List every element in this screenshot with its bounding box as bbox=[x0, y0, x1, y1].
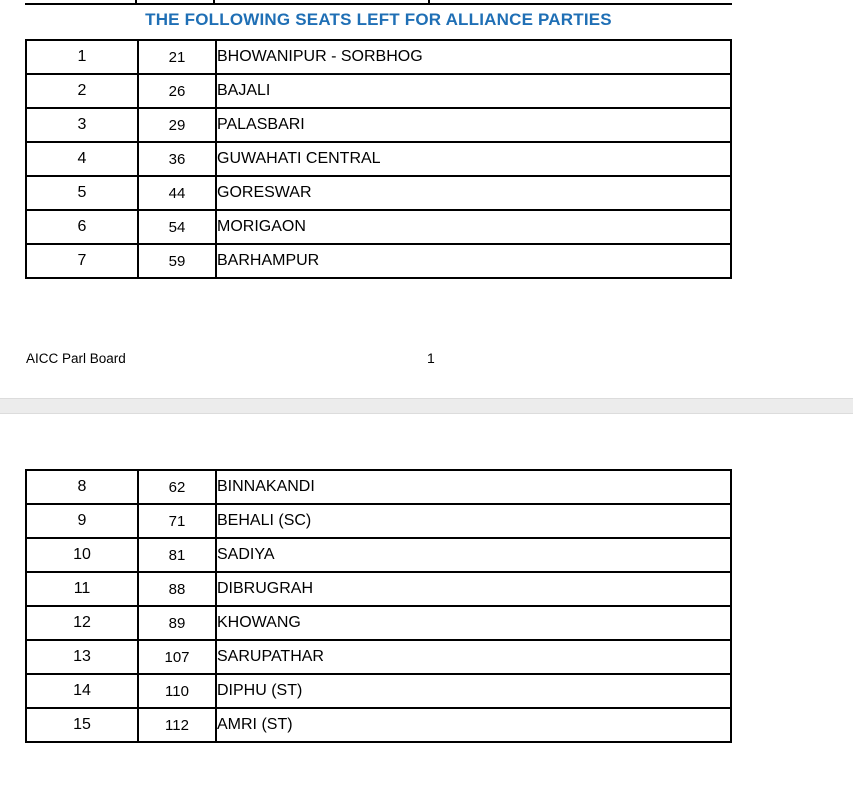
table-row bbox=[26, 40, 731, 74]
section-heading: THE FOLLOWING SEATS LEFT FOR ALLIANCE PARTIES bbox=[145, 10, 612, 29]
constituency-name-cell: BAJALI bbox=[216, 74, 731, 108]
constituency-name-cell: BEHALI (SC) bbox=[216, 504, 731, 538]
serial-number-cell: 7 bbox=[26, 244, 138, 278]
table-row bbox=[26, 74, 731, 108]
constituency-name-cell: KHOWANG bbox=[216, 606, 731, 640]
constituency-number-cell: 26 bbox=[138, 74, 216, 108]
constituency-number-cell: 81 bbox=[138, 538, 216, 572]
constituency-number-cell: 21 bbox=[138, 40, 216, 74]
constituency-name-cell: GUWAHATI CENTRAL bbox=[216, 142, 731, 176]
constituency-name-cell: GORESWAR bbox=[216, 176, 731, 210]
table-body bbox=[26, 470, 731, 742]
serial-number-cell: 6 bbox=[26, 210, 138, 244]
previous-table-bottom-edge bbox=[25, 0, 732, 5]
constituency-name-cell: AMRI (ST) bbox=[216, 708, 731, 742]
constituency-number-cell: 54 bbox=[138, 210, 216, 244]
footer-board-name: AICC Parl Board bbox=[26, 351, 126, 366]
constituency-name-cell: SADIYA bbox=[216, 538, 731, 572]
serial-number-cell: 5 bbox=[26, 176, 138, 210]
table-row bbox=[26, 176, 731, 210]
page-separator bbox=[0, 398, 853, 414]
serial-number-cell: 1 bbox=[26, 40, 138, 74]
serial-number-cell: 4 bbox=[26, 142, 138, 176]
table-row bbox=[26, 210, 731, 244]
constituency-name-cell: DIPHU (ST) bbox=[216, 674, 731, 708]
constituency-number-cell: 107 bbox=[138, 640, 216, 674]
alliance-seats-table-page-1 bbox=[25, 39, 732, 279]
serial-number-cell: 13 bbox=[26, 640, 138, 674]
document-page-2 bbox=[0, 414, 853, 804]
table-row bbox=[26, 606, 731, 640]
table-column-divider bbox=[428, 0, 430, 3]
serial-number-cell: 10 bbox=[26, 538, 138, 572]
table-row bbox=[26, 244, 731, 278]
serial-number-cell: 12 bbox=[26, 606, 138, 640]
constituency-number-cell: 44 bbox=[138, 176, 216, 210]
constituency-number-cell: 62 bbox=[138, 470, 216, 504]
table-body bbox=[26, 40, 731, 278]
serial-number-cell: 9 bbox=[26, 504, 138, 538]
constituency-number-cell: 59 bbox=[138, 244, 216, 278]
constituency-name-cell: BARHAMPUR bbox=[216, 244, 731, 278]
constituency-name-cell: PALASBARI bbox=[216, 108, 731, 142]
footer-page-number: 1 bbox=[427, 350, 435, 366]
constituency-number-cell: 36 bbox=[138, 142, 216, 176]
document-page-1 bbox=[0, 0, 853, 398]
serial-number-cell: 3 bbox=[26, 108, 138, 142]
alliance-seats-table-page-2 bbox=[25, 469, 732, 743]
constituency-number-cell: 88 bbox=[138, 572, 216, 606]
constituency-number-cell: 29 bbox=[138, 108, 216, 142]
constituency-number-cell: 71 bbox=[138, 504, 216, 538]
serial-number-cell: 8 bbox=[26, 470, 138, 504]
table-row bbox=[26, 708, 731, 742]
constituency-number-cell: 89 bbox=[138, 606, 216, 640]
table-row bbox=[26, 470, 731, 504]
constituency-number-cell: 112 bbox=[138, 708, 216, 742]
serial-number-cell: 11 bbox=[26, 572, 138, 606]
serial-number-cell: 15 bbox=[26, 708, 138, 742]
serial-number-cell: 2 bbox=[26, 74, 138, 108]
table-row bbox=[26, 108, 731, 142]
table-row bbox=[26, 640, 731, 674]
table-row bbox=[26, 142, 731, 176]
table-row bbox=[26, 572, 731, 606]
constituency-name-cell: BINNAKANDI bbox=[216, 470, 731, 504]
table-column-divider bbox=[213, 0, 215, 3]
constituency-name-cell: MORIGAON bbox=[216, 210, 731, 244]
constituency-name-cell: BHOWANIPUR - SORBHOG bbox=[216, 40, 731, 74]
constituency-number-cell: 110 bbox=[138, 674, 216, 708]
constituency-name-cell: DIBRUGRAH bbox=[216, 572, 731, 606]
table-row bbox=[26, 538, 731, 572]
constituency-name-cell: SARUPATHAR bbox=[216, 640, 731, 674]
table-row bbox=[26, 504, 731, 538]
table-column-divider bbox=[135, 0, 137, 3]
table-row bbox=[26, 674, 731, 708]
serial-number-cell: 14 bbox=[26, 674, 138, 708]
